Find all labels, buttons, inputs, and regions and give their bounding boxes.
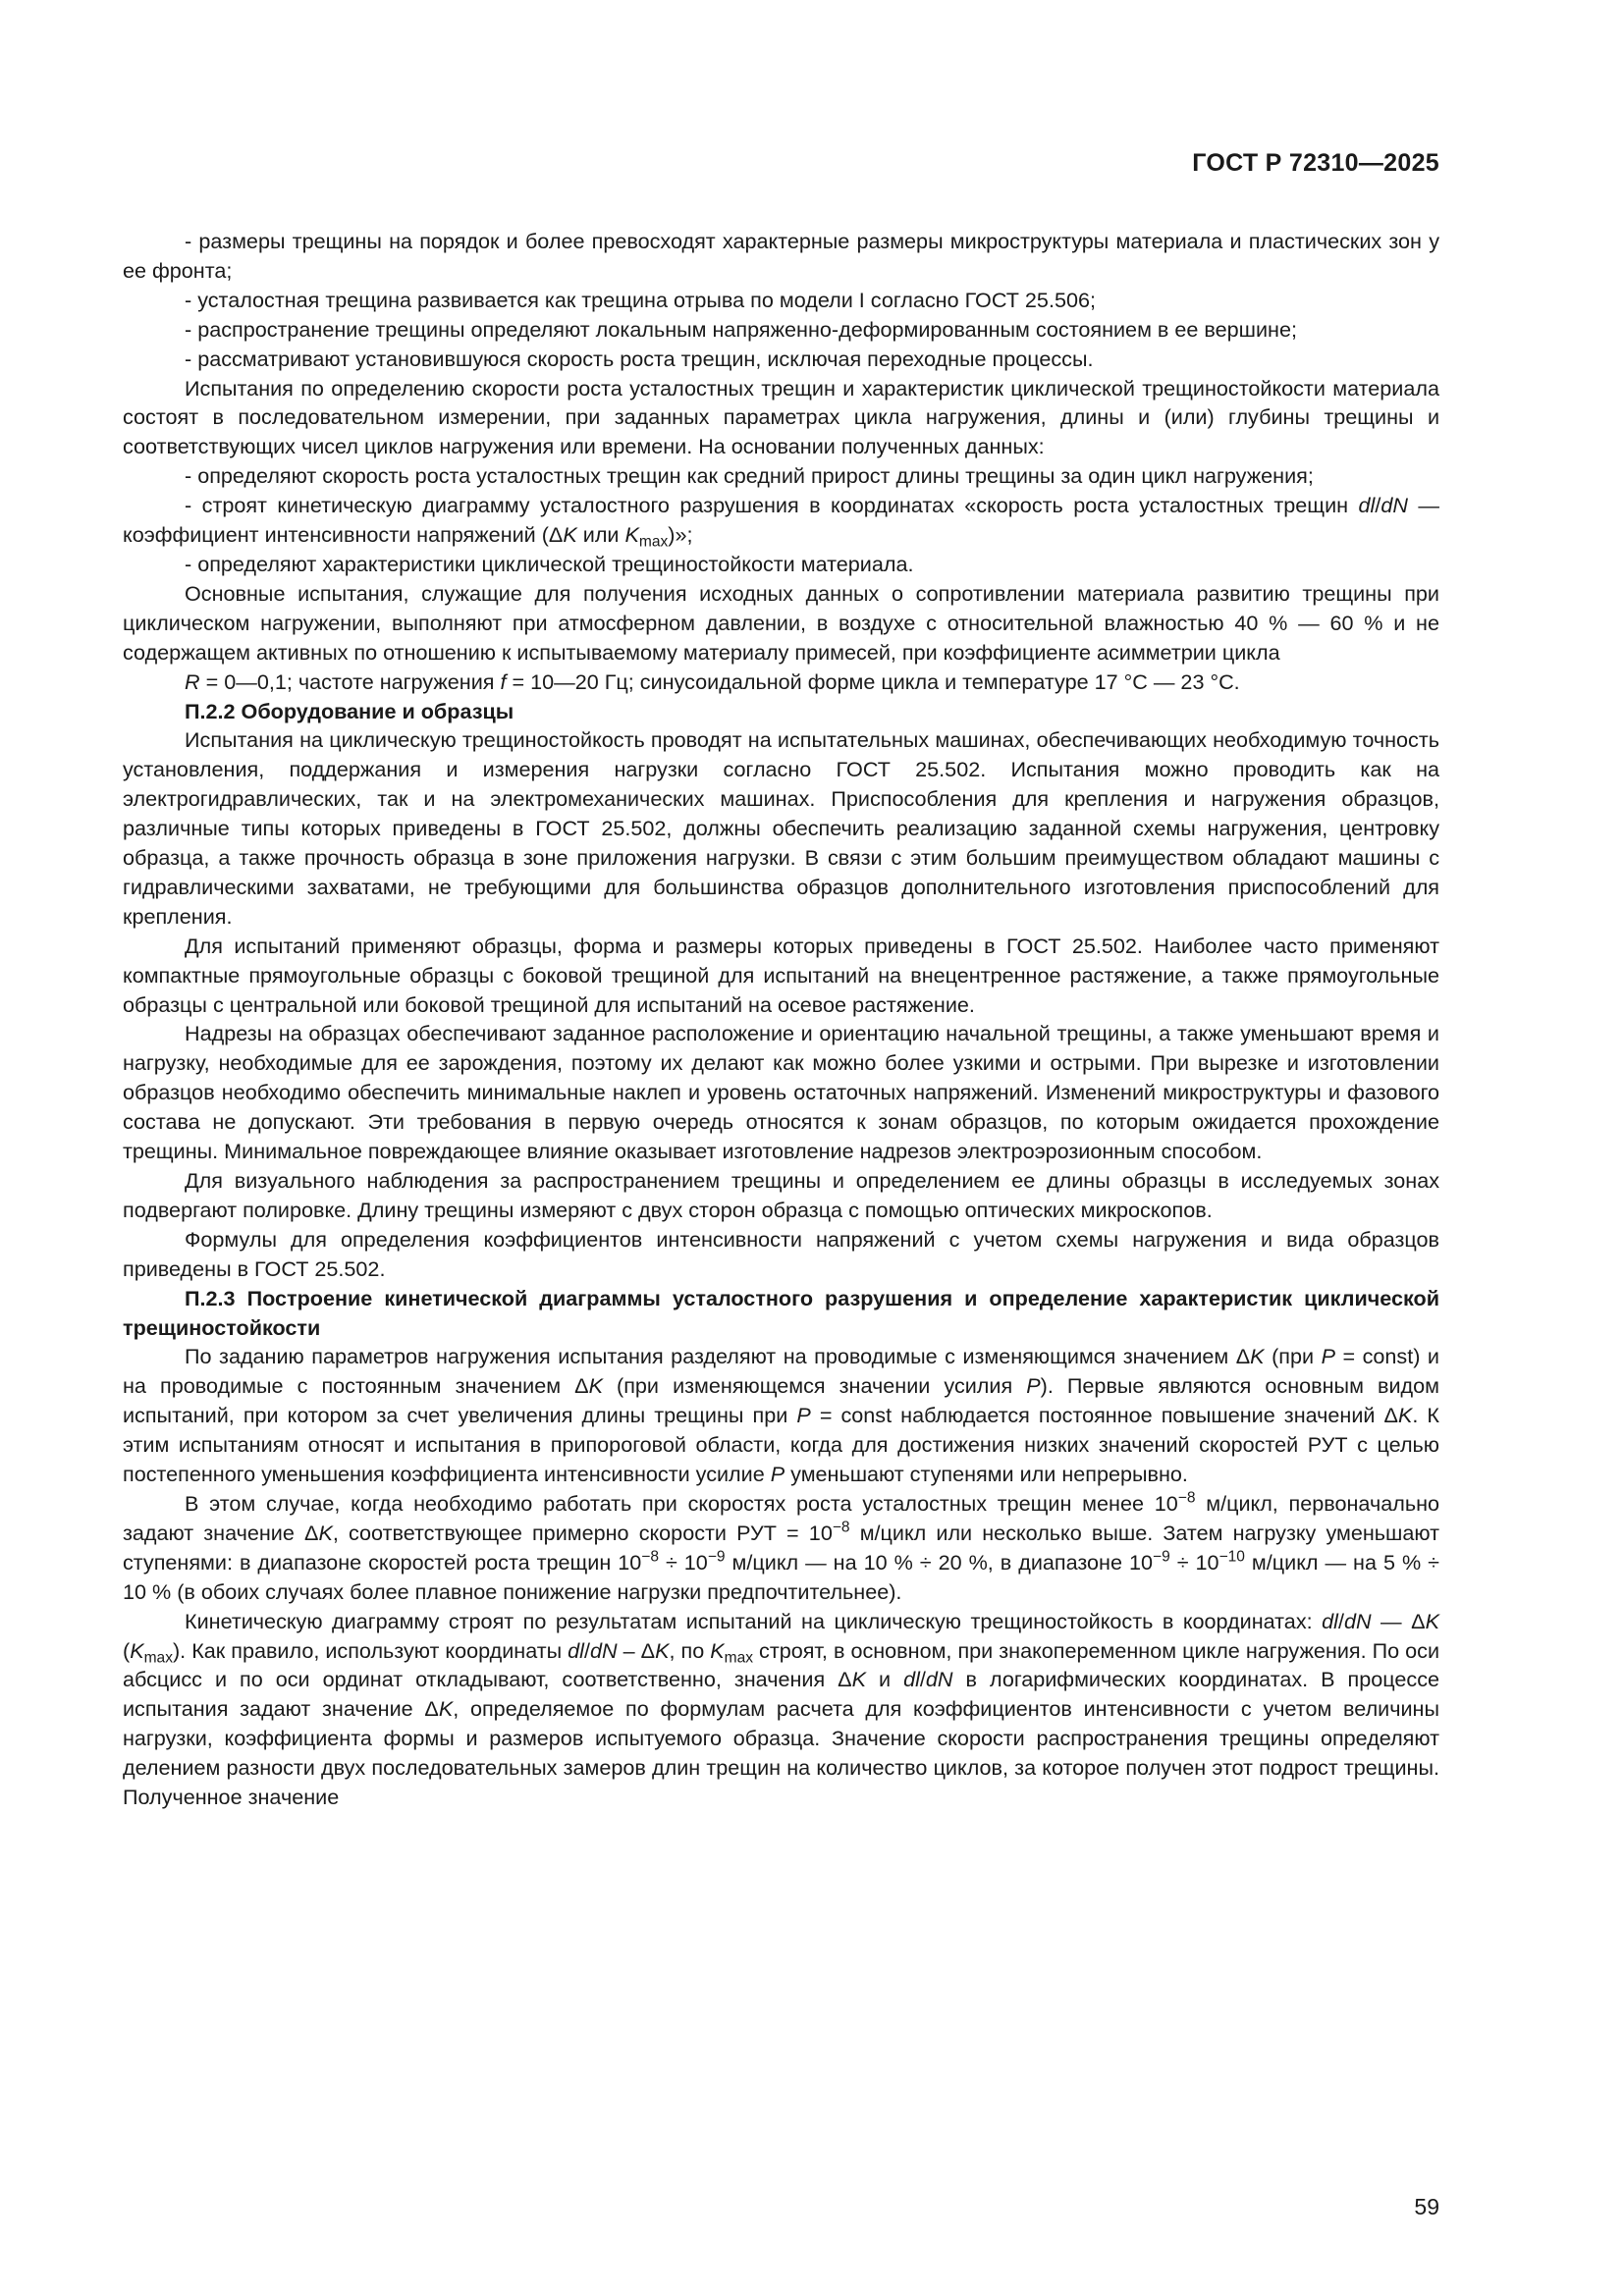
section-heading: П.2.2 Оборудование и образцы: [185, 698, 514, 723]
paragraph: - размеры трещины на порядок и более превосходят характерные размеры микроструктуры материала и пластических зон у ее фронта;: [123, 229, 1439, 283]
paragraph: По заданию параметров нагружения испытания разделяют на проводимые с изменяющимся значением ΔK (при P = const) и на проводимые с постоянным значением ΔK (при изменяющемся значении усилия P). Первые являются основным видом испытаний, при котором за счет увеличения длины трещины при P = const наблюдается постоянное повышение значений ΔK. К этим испытаниям относят и испытания в припороговой области, когда для достижения низких значений скоростей РУТ с целью постепенного уменьшения коэффициента интенсивности усилие P уменьшают ступенями или непрерывно.: [123, 1344, 1440, 1487]
body-text: [123, 227, 1439, 1812]
page-number: 59: [1414, 2194, 1439, 2219]
paragraph: - рассматривают установившуюся скорость роста трещин, исключая переходные процессы.: [185, 346, 1094, 371]
paragraph: Формулы для определения коэффициентов интенсивности напряжений с учетом схемы нагружения и вида образцов приведены в ГОСТ 25.502.: [123, 1226, 1439, 1281]
section-heading: П.2.3 Построение кинетической диаграммы усталостного разрушения и определение характеристик циклической трещиностойкости: [123, 1285, 1439, 1340]
paragraph: - определяют характеристики циклической трещиностойкости материала.: [185, 551, 914, 576]
paragraph: R = 0—0,1; частоте нагружения f = 10—20 Гц; синусоидальной форме цикла и температуре 17 °C — 23 °C.: [185, 668, 1240, 694]
paragraph: - определяют скорость роста усталостных трещин как средний прирост длины трещины за один цикл нагружения;: [185, 463, 1314, 489]
paragraph: Испытания по определению скорости роста усталостных трещин и характеристик циклической трещиностойкости материала состоят в последовательном измерении, при заданных параметрах цикла нагружения, длины и (или) глубины трещины и соответствующих чисел циклов нагружения или времени. На основании полученных данных:: [123, 375, 1439, 459]
paragraph: Кинетическую диаграмму строят по результатам испытаний на циклическую трещиностойкость в координатах: dl/dN — ΔK $(K_{max})$. Как правило, используют координаты dl/dN – ΔK, по $K_{max}$ строят, в основном, при знакопеременном цикле нагружения. По оси абсцисс и по оси ординат откладывают, соответственно, значения ΔK и dl/dN в логарифмических координатах. В процессе испытания задают значение ΔK, определяемое по формулам расчета для коэффициентов интенсивности с учетом величины нагрузки, коэффициента формы и размеров испытуемого образца. Значение скорости распространения трещины определяют делением разности двух последовательных замеров длин трещин на количество циклов, за которое получен этот подрост трещины. Полученное значение: [123, 1608, 1440, 1810]
paragraph: Основные испытания, служащие для получения исходных данных о сопротивлении материала развитию трещины при циклическом нагружении, выполняют при атмосферном давлении, в воздухе с относительной влажностью 40 % — 60 % и не содержащем активных по отношению к испытываемому материалу примесей, при коэффициенте асимметрии цикла: [123, 580, 1439, 665]
standard-code-header: ГОСТ Р 72310—2025: [1192, 149, 1439, 177]
paragraph: - усталостная трещина развивается как трещина отрыва по модели I согласно ГОСТ 25.506;: [185, 287, 1096, 312]
paragraph: - распространение трещины определяют локальным напряженно-деформированным состоянием в ее вершине;: [185, 316, 1297, 342]
paragraph: Для испытаний применяют образцы, форма и размеры которых приведены в ГОСТ 25.502. Наиболее часто применяют компактные прямоугольные образцы с боковой трещиной для испытаний на внецентренное растяжение, а также прямоугольные образцы с центральной или боковой трещиной для испытаний на осевое растяжение.: [123, 933, 1439, 1017]
paragraph: Для визуального наблюдения за распространением трещины и определением ее длины образцы в исследуемых зонах подвергают полировке. Длину трещины измеряют с двух сторон образца с помощью оптических микроскопов.: [123, 1168, 1439, 1222]
paragraph: В этом случае, когда необходимо работать при скоростях роста усталостных трещин менее $10^{-8}$ м/цикл, первоначально задают значение ΔK, соответствующее примерно скорости РУТ = $10^{-8}$ м/цикл или несколько выше. Затем нагрузку уменьшают ступенями: в диапазоне скоростей роста трещин $10^{-8} \div 10^{-9}$ м/цикл — на 10 % ÷ 20 %, в диапазоне $10^{-9} \div 10^{-10}$ м/цикл — на 5 % ÷ 10 % (в обоих случаях более плавное понижение нагрузки предпочтительнее).: [123, 1489, 1439, 1604]
paragraph: - строят кинетическую диаграмму усталостного разрушения в координатах «скорость роста усталостных трещин dl/dN — коэффициент интенсивности напряжений (ΔK или $K_{max}$)»;: [123, 493, 1439, 551]
paragraph: Надрезы на образцах обеспечивают заданное расположение и ориентацию начальной трещины, а также уменьшают время и нагрузку, необходимые для ее зарождения, поэтому их делают как можно более узкими и острыми. При вырезке и изготовлении образцов необходимо обеспечить минимальные наклеп и уровень остаточных напряжений. Изменений микроструктуры и фазового состава не допускают. Эти требования в первую очередь относятся к зонам образцов, по которым ожидается прохождение трещины. Минимальное повреждающее влияние оказывает изготовление надрезов электроэрозионным способом.: [123, 1021, 1439, 1164]
paragraph: Испытания на циклическую трещиностойкость проводят на испытательных машинах, обеспечивающих необходимую точность установления, поддержания и измерения нагрузки согласно ГОСТ 25.502. Испытания можно проводить как на электрогидравлических, так и на электромеханических машинах. Приспособления для крепления и нагружения образцов, различные типы которых приведены в ГОСТ 25.502, должны обеспечить реализацию заданной схемы нагружения, центровку образца, а также прочность образца в зоне приложения нагрузки. В связи с этим большим преимуществом обладают машины с гидравлическими захватами, не требующими для большинства образцов дополнительного изготовления приспособлений для крепления.: [123, 727, 1439, 929]
